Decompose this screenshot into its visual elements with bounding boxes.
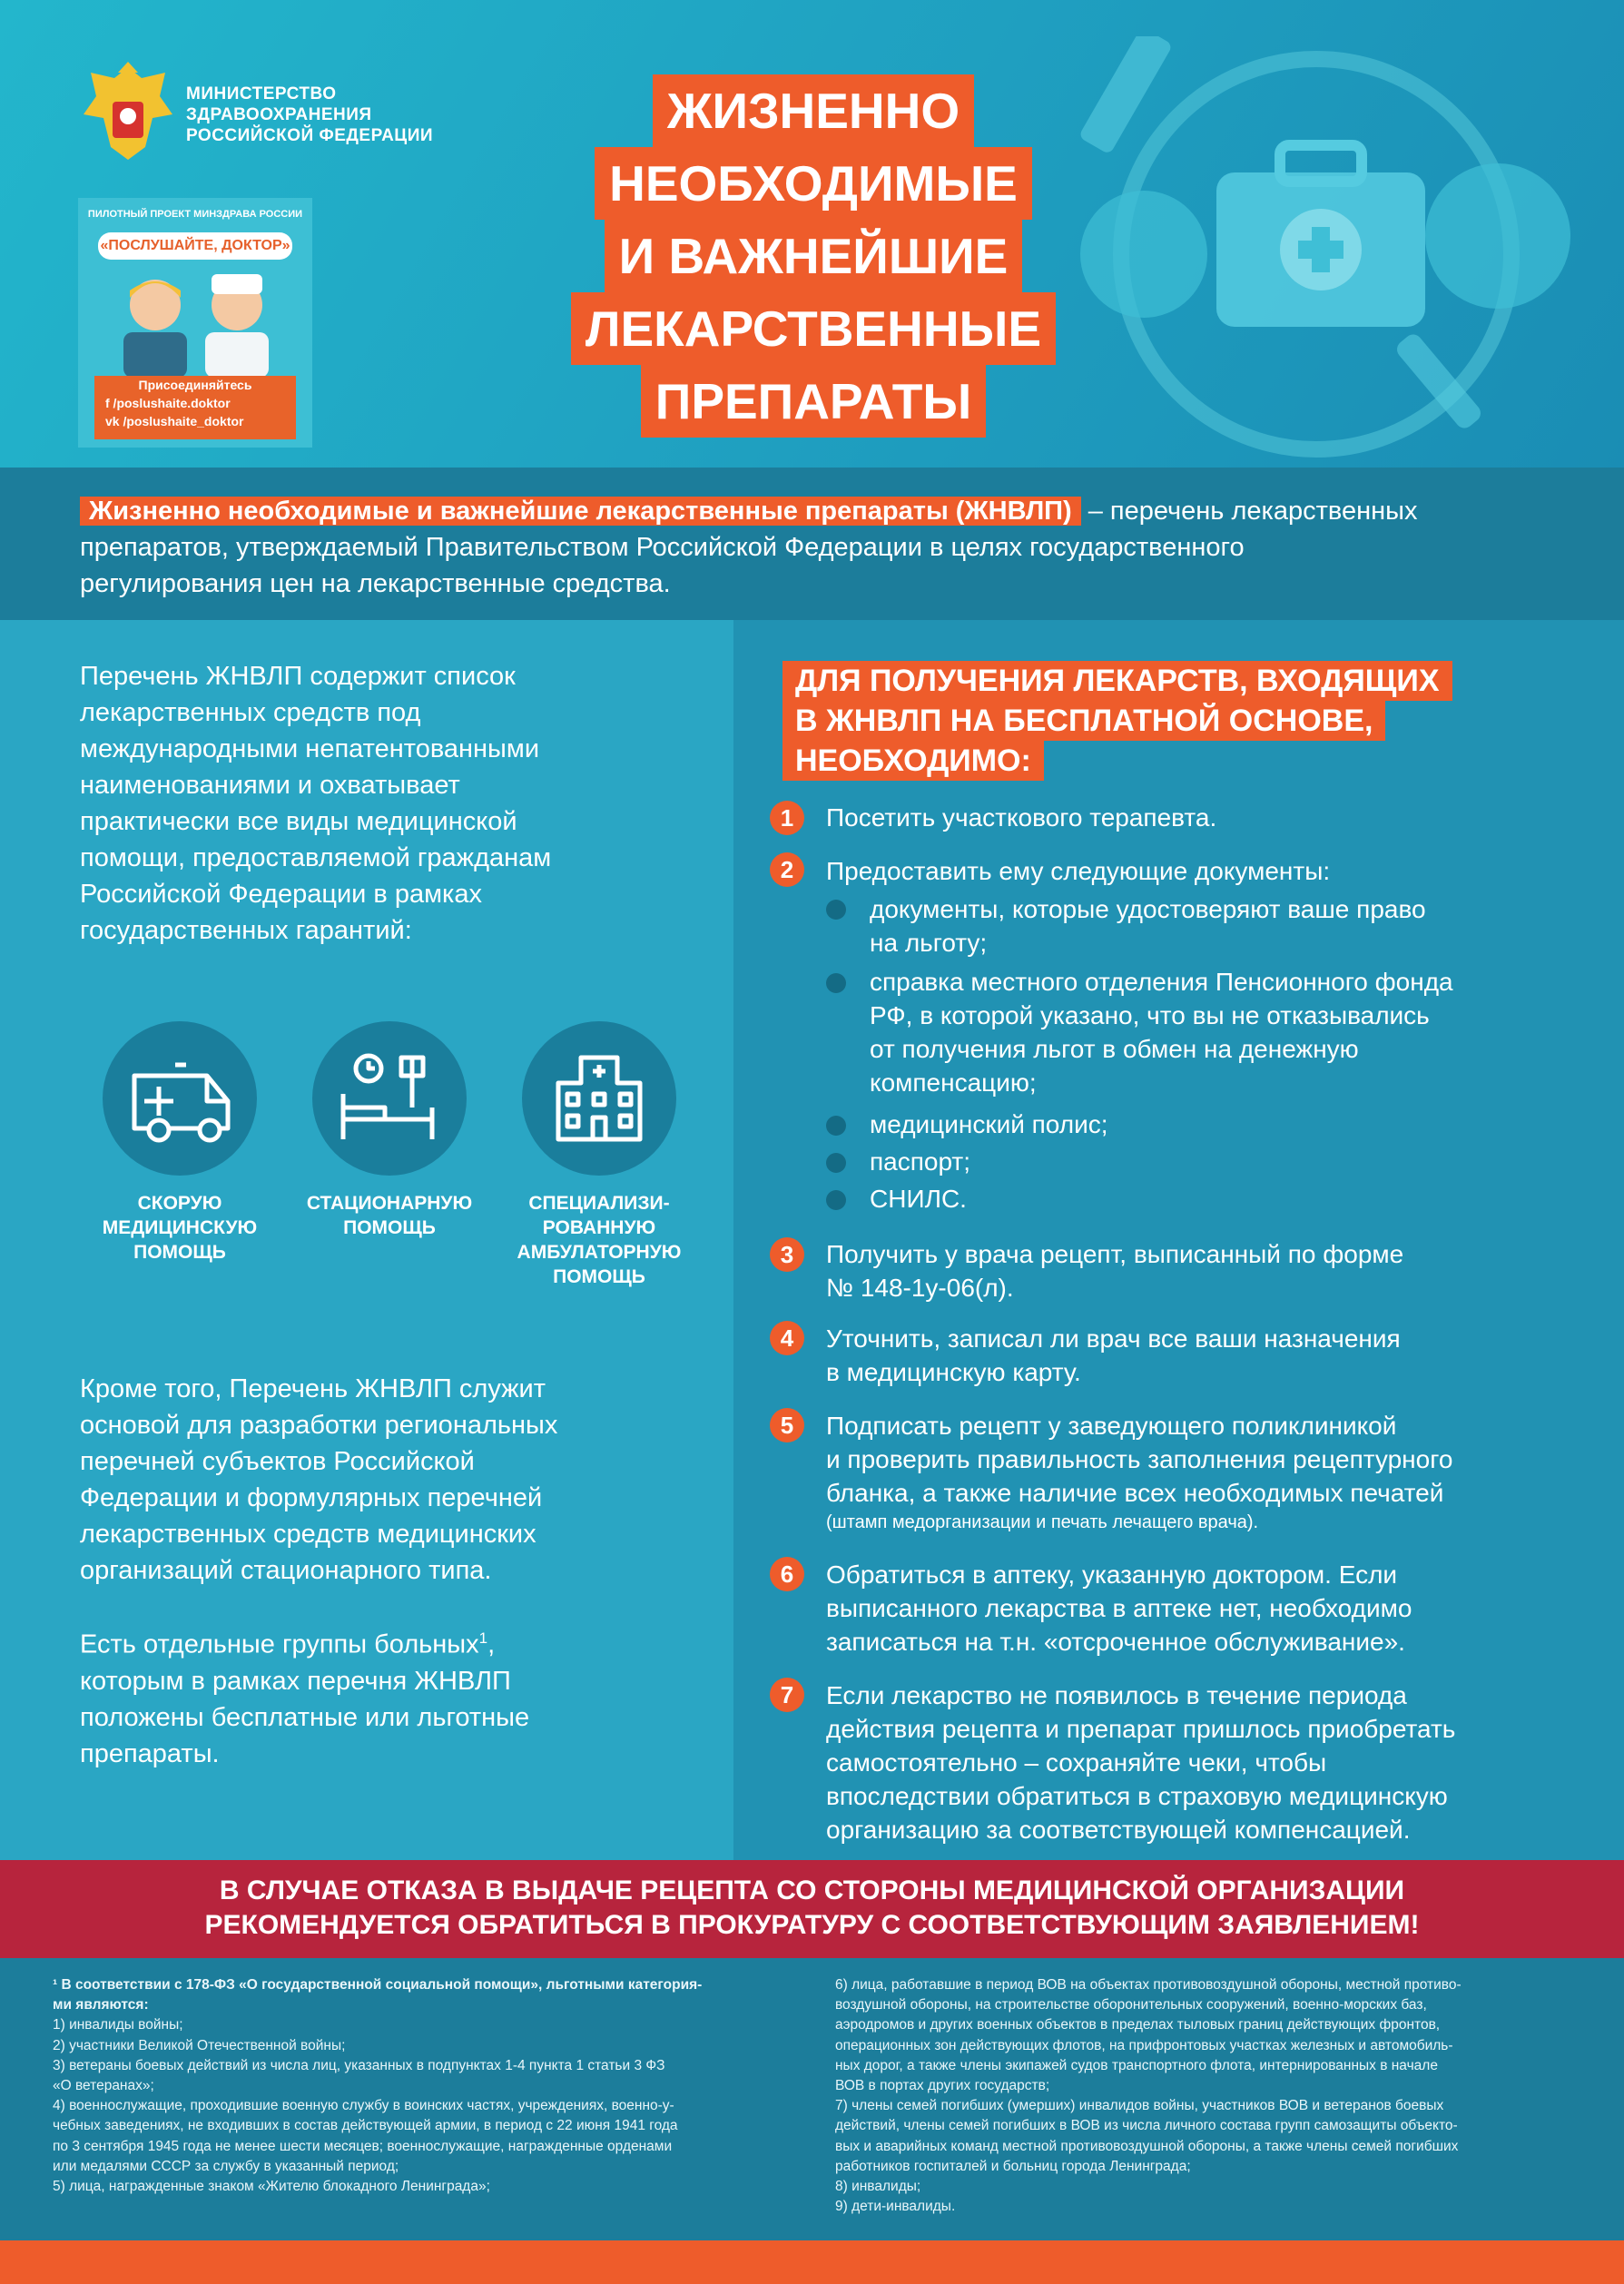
social-links [94,376,296,439]
step-line: действия рецепта и препарат пришлось приобретать [826,1715,1456,1743]
emblem-icon [78,60,178,165]
footnote-line: вых и аварийных команд местной противовоздушной обороны, а также члены семей погибших [835,2138,1459,2154]
document-line: РФ, в которой указано, что вы не отказывались [870,1001,1430,1029]
intro-text-line: регулирования цен на лекарственные средства. [80,569,671,598]
paragraph-line: Кроме того, Перечень ЖНВЛП служит [80,1374,546,1403]
paragraph-line: препараты. [80,1738,220,1768]
footnotes-left [53,1975,806,2197]
step-line: Предоставить ему следующие документы: [826,857,1331,885]
step-line: Если лекарство не появилось в течение периода [826,1681,1407,1709]
list-bullet [826,1190,846,1210]
caption-line: РОВАННУЮ [542,1217,656,1238]
step-number: 6 [770,1557,804,1591]
document-line: паспорт; [870,1147,971,1176]
join-label: Присоединяйтесь [138,378,252,392]
paragraph-line: положены бесплатные или льготные [80,1702,530,1732]
paragraph-line: практически все виды медицинской [80,807,517,836]
document-item [870,1108,1596,1141]
title-line: ЖИЗНЕННО [653,74,974,147]
footnote-line: действий, члены семей погибших в ВОВ из числа личного состава групп самозащиты объекто- [835,2118,1458,2134]
intro-text-line: – перечень лекарственных [1080,497,1418,526]
care-type-label [290,1191,489,1240]
warning-line: В СЛУЧАЕ ОТКАЗА В ВЫДАЧЕ РЕЦЕПТА СО СТОРОНЫ МЕДИЦИНСКОЙ ОРГАНИЗАЦИИ [219,1875,1405,1905]
document-item [870,965,1596,1099]
heading-line: НЕОБХОДИМО: [782,741,1044,781]
document-line: на льготу; [870,929,988,957]
caption-line: СТАЦИОНАРНУЮ [306,1193,473,1214]
paragraph-line: , [487,1629,496,1659]
footnote-line: «О ветеранах»; [53,2078,154,2094]
paragraph-line: международными непатентованными [80,734,540,763]
footnote-line: ВОВ в портах других государств; [835,2078,1050,2094]
document-line: медицинский полис; [870,1110,1108,1138]
step-line: Подписать рецепт у заведующего поликлиникой [826,1412,1397,1440]
patient-groups-paragraph [80,1620,715,1772]
step-note: (штамп медорганизации и печать лечащего врача). [826,1512,1259,1532]
list-description [80,658,706,949]
step-line: выписанного лекарства в аптеке нет, необходимо [826,1594,1412,1622]
step-text [826,1237,1607,1304]
vk-link[interactable]: vk /poslushaite_doktor [105,414,244,428]
step-text [826,854,1598,888]
footnote-line: 6) лица, работавшие в период ВОВ на объектах противовоздушной обороны, местной противо- [835,1977,1462,1993]
footnote-line: 9) дети-инвалиды. [835,2199,956,2215]
footnote-line: чебных заведениях, не входивших в состав действующей армии, в период с 22 июня 1941 года [53,2118,678,2134]
footnote-line: по 3 сентября 1945 года не менее шести месяцев; военнослужащие, награжденные орденами [53,2138,673,2154]
caption-line: АМБУЛАТОРНУЮ [517,1242,682,1263]
intro-highlight: Жизненно необходимые и важнейшие лекарственные препараты (ЖНВЛП) [80,497,1081,526]
paragraph-line: перечней субъектов Российской [80,1447,475,1476]
step-line: Посетить участкового терапевта. [826,803,1217,832]
paragraph-line: Перечень ЖНВЛП содержит список [80,662,516,691]
paragraph-line: лекарственных средств под [80,698,421,727]
step-text [826,1558,1607,1659]
footnote-line: 8) инвалиды; [835,2179,921,2195]
step-number: 3 [770,1237,804,1272]
footnote-line: 5) лица, награжденные знаком «Жителю блокадного Ленинграда»; [53,2179,490,2195]
intro-text [80,493,1578,602]
list-bullet [826,1153,846,1173]
document-line: СНИЛС. [870,1185,967,1213]
paragraph-line: Федерации и формулярных перечней [80,1483,543,1512]
step-number: 2 [770,852,804,887]
step-text [826,1409,1616,1535]
footnote-line: или медалями СССР за службу в указанный период; [53,2158,399,2174]
document-item [870,892,1596,960]
step-line: и проверить правильность заполнения рецептурного [826,1445,1453,1473]
paragraph-line: которым в рамках перечня ЖНВЛП [80,1666,511,1696]
caption-line: ПОМОЩЬ [553,1266,645,1287]
footnote-line: аэродромов и других военных объектов в пределах тыловых границ действующих фронтов, [835,2017,1441,2033]
ministry-line: МИНИСТЕРСТВО [186,84,337,103]
step-line: организацию за соответствующей компенсацией. [826,1816,1411,1844]
footnote-line: 4) военнослужащие, проходившие военную службу в воинских частях, учреждениях, военно-у- [53,2098,674,2114]
footnote-line: ных дорог, а также члены экипажей судов транспортного флота, интернированных в начале [835,2057,1438,2073]
clinic-building-icon [522,1021,676,1176]
document-line: от получения льгот в обмен на денежную [870,1035,1359,1063]
list-bullet [826,973,846,993]
regional-lists-paragraph [80,1371,715,1589]
caption-line: СПЕЦИАЛИЗИ- [528,1193,670,1214]
footnote-line: 7) члены семей погибших (умерших) инвалидов войны, участников ВОВ и ветеранов боевых [835,2098,1444,2114]
page-title [559,74,1068,438]
title-line: ЛЕКАРСТВЕННЫЕ [571,292,1056,365]
heading-line: В ЖНВЛП НА БЕСПЛАТНОЙ ОСНОВЕ, [782,701,1385,741]
step-line: записаться на т.н. «отсроченное обслуживание». [826,1628,1405,1656]
step-line: самостоятельно – сохраняйте чеки, чтобы [826,1748,1327,1777]
title-line: НЕОБХОДИМЫЕ [595,147,1032,220]
document-item [870,1145,1596,1178]
step-line: в медицинскую карту. [826,1358,1081,1386]
step-number: 4 [770,1321,804,1355]
step-number: 5 [770,1408,804,1442]
warning-text [0,1874,1624,1943]
caption-line: МЕДИЦИНСКУЮ [102,1217,258,1238]
ministry-line: РОССИЙСКОЙ ФЕДЕРАЦИИ [186,126,434,145]
list-bullet [826,1116,846,1136]
step-line: Получить у врача рецепт, выписанный по форме [826,1240,1404,1268]
caption-line: ПОМОЩЬ [343,1217,436,1238]
step-line: бланка, а также наличие всех необходимых печатей [826,1479,1444,1507]
footnote-line: 3) ветераны боевых действий из числа лиц, указанных в подпунктах 1-4 пункта 1 статьи 3 ФЗ [53,2057,665,2073]
step-text [826,1322,1607,1389]
paragraph-line: Российской Федерации в рамках [80,880,483,909]
title-line: ПРЕПАРАТЫ [641,365,986,438]
step-line: Обратиться в аптеку, указанную доктором. Если [826,1560,1398,1589]
paragraph-line: лекарственных средств медицинских [80,1520,536,1549]
step-line: впоследствии обратиться в страховую медицинскую [826,1782,1448,1810]
footnote-line: ¹ В соответствии с 178-ФЗ «О государственной социальной помощи», льготными категория- [53,1977,703,1993]
care-type-label [80,1191,280,1265]
title-line: И ВАЖНЕЙШИЕ [605,220,1023,292]
pilot-project-card [78,198,312,448]
footnote-ref: 1 [478,1629,488,1647]
intro-text-line: препаратов, утверждаемый Правительством Российской Федерации в целях государственного [80,533,1245,562]
step-text [826,801,1598,834]
caption-line: СКОРУЮ [137,1193,222,1214]
footnote-line: 1) инвалиды войны; [53,2017,183,2033]
paragraph-line: основой для разработки региональных [80,1411,558,1440]
care-type-label [499,1191,699,1289]
ambulance-icon [103,1021,257,1176]
caption-line: ПОМОЩЬ [133,1242,226,1263]
ministry-line: ЗДРАВООХРАНЕНИЯ [186,105,372,124]
paragraph-line: государственных гарантий: [80,916,412,945]
bottom-accent-bar [0,2240,1624,2284]
warning-line: РЕКОМЕНДУЕТСЯ ОБРАТИТЬСЯ В ПРОКУРАТУРУ С СООТВЕТСТВУЮЩИМ ЗАЯВЛЕНИЕМ! [204,1910,1420,1940]
footnote-line: 2) участники Великой Отечественной войны; [53,2037,346,2053]
footnote-line: воздушной обороны, на строительстве оборонительных сооружений, военно-морских баз, [835,1997,1427,2013]
heading-line: ДЛЯ ПОЛУЧЕНИЯ ЛЕКАРСТВ, ВХОДЯЩИХ [782,661,1452,701]
document-line: справка местного отделения Пенсионного фонда [870,968,1453,996]
paragraph-line: наименованиями и охватывает [80,771,460,800]
step-number: 7 [770,1678,804,1712]
doctor-patient-illustration [105,269,287,378]
step-line: № 148-1у-06(л). [826,1274,1014,1302]
document-line: документы, которые удостоверяют ваше право [870,895,1426,923]
footnote-line: операционных зон действующих флотов, на прифронтовых участках железных и автомобиль- [835,2037,1453,2053]
paragraph-line: помощи, предоставляемой гражданам [80,843,552,872]
document-line: компенсацию; [870,1068,1037,1097]
footnote-line: ми являются: [53,1997,149,2013]
document-item [870,1182,1596,1216]
medical-kit-illustration [1044,36,1624,463]
footnotes-right [835,1975,1589,2217]
paragraph-line: Есть отдельные группы больных [80,1629,479,1659]
paragraph-line: организаций стационарного типа. [80,1556,492,1585]
facebook-link[interactable]: f /poslushaite.doktor [105,396,231,410]
footnote-line: работников госпиталей и больниц города Ленинграда; [835,2158,1191,2174]
hospital-bed-icon [312,1021,467,1176]
pilot-name: «ПОСЛУШАЙТЕ, ДОКТОР» [98,232,292,260]
steps-heading [782,661,1581,781]
step-text [826,1679,1607,1846]
list-bullet [826,900,846,920]
step-line: Уточнить, записал ли врач все ваши назначения [826,1324,1401,1353]
pilot-top-label: ПИЛОТНЫЙ ПРОЕКТ МИНЗДРАВА РОССИИ [87,209,303,220]
step-number: 1 [770,801,804,835]
ministry-name [186,84,433,146]
